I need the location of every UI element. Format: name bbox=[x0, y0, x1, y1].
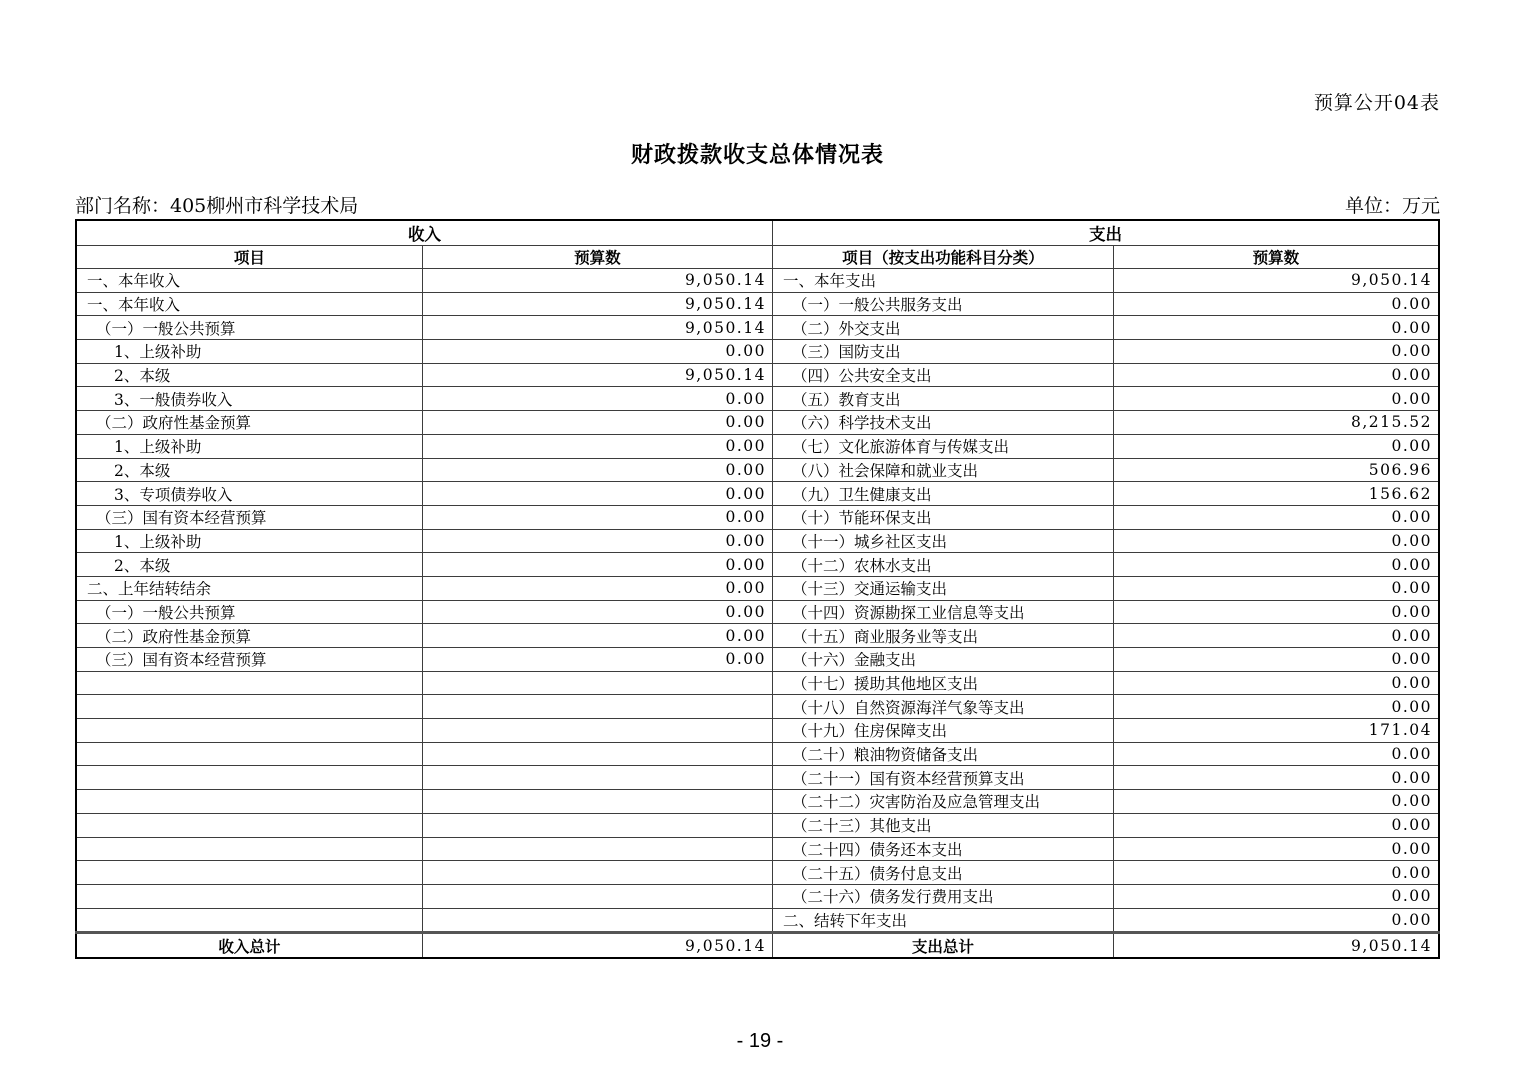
department-name: 部门名称：405柳州市科学技术局 bbox=[75, 195, 359, 217]
expense-item-cell: （十七）援助其他地区支出 bbox=[772, 671, 1113, 695]
expense-value-cell: 0.00 bbox=[1113, 387, 1439, 411]
expense-value-cell: 0.00 bbox=[1113, 624, 1439, 648]
expense-value-cell: 0.00 bbox=[1113, 884, 1439, 908]
income-item-cell: （二）政府性基金预算 bbox=[76, 411, 422, 435]
expense-item-cell: （十六）金融支出 bbox=[772, 648, 1113, 672]
income-value-cell: 9,050.14 bbox=[422, 269, 772, 293]
income-item-cell bbox=[76, 861, 422, 885]
expense-value-cell: 156.62 bbox=[1113, 482, 1439, 506]
income-value-cell: 0.00 bbox=[422, 529, 772, 553]
table-row bbox=[76, 908, 1439, 933]
income-value-cell bbox=[422, 908, 772, 933]
page-number: - 19 - bbox=[736, 1030, 784, 1052]
income-item-cell: 2、本级 bbox=[76, 363, 422, 387]
expense-item-cell: （五）教育支出 bbox=[772, 387, 1113, 411]
expense-item-column-header: 项目（按支出功能科目分类） bbox=[772, 246, 1113, 269]
expense-value-cell: 0.00 bbox=[1113, 505, 1439, 529]
expense-item-cell: （七）文化旅游体育与传媒支出 bbox=[772, 434, 1113, 458]
page-title: 财政拨款收支总体情况表 bbox=[630, 142, 884, 168]
expense-item-cell: （八）社会保障和就业支出 bbox=[772, 458, 1113, 482]
expense-item-cell: （十三）交通运输支出 bbox=[772, 576, 1113, 600]
income-item-cell bbox=[76, 790, 422, 814]
table-row bbox=[76, 600, 1439, 624]
income-total-value: 9,050.14 bbox=[422, 933, 772, 959]
expense-value-cell: 9,050.14 bbox=[1113, 269, 1439, 293]
income-value-cell: 0.00 bbox=[422, 411, 772, 435]
income-value-cell: 9,050.14 bbox=[422, 363, 772, 387]
expense-item-cell: （二十六）债务发行费用支出 bbox=[772, 884, 1113, 908]
expense-item-cell: （六）科学技术支出 bbox=[772, 411, 1113, 435]
income-item-cell bbox=[76, 766, 422, 790]
expense-total-label: 支出总计 bbox=[772, 933, 1113, 959]
income-value-cell: 9,050.14 bbox=[422, 292, 772, 316]
expense-item-cell: （十八）自然资源海洋气象等支出 bbox=[772, 695, 1113, 719]
expense-value-cell: 0.00 bbox=[1113, 908, 1439, 933]
table-row bbox=[76, 695, 1439, 719]
income-value-cell bbox=[422, 813, 772, 837]
income-item-cell bbox=[76, 671, 422, 695]
expense-item-cell: （二十）粮油物资储备支出 bbox=[772, 742, 1113, 766]
table-row bbox=[76, 576, 1439, 600]
income-value-cell bbox=[422, 671, 772, 695]
income-item-cell: 1、上级补助 bbox=[76, 529, 422, 553]
table-row bbox=[76, 269, 1439, 293]
form-code-label: 预算公开04表 bbox=[1313, 92, 1440, 114]
income-item-cell: 二、上年结转结余 bbox=[76, 576, 422, 600]
income-value-cell: 9,050.14 bbox=[422, 316, 772, 340]
income-section-header: 收入 bbox=[76, 220, 772, 246]
expense-value-cell: 0.00 bbox=[1113, 434, 1439, 458]
table-row bbox=[76, 742, 1439, 766]
expense-total-value: 9,050.14 bbox=[1113, 933, 1439, 959]
expense-value-cell: 0.00 bbox=[1113, 648, 1439, 672]
table-row bbox=[76, 837, 1439, 861]
unit-label: 单位：万元 bbox=[1344, 195, 1440, 217]
expense-item-cell: （二十五）债务付息支出 bbox=[772, 861, 1113, 885]
expense-value-cell: 0.00 bbox=[1113, 363, 1439, 387]
expense-item-cell: （二）外交支出 bbox=[772, 316, 1113, 340]
table-row bbox=[76, 529, 1439, 553]
income-value-cell: 0.00 bbox=[422, 576, 772, 600]
section-header-row bbox=[76, 220, 1439, 246]
income-item-cell bbox=[76, 742, 422, 766]
expense-item-cell: （四）公共安全支出 bbox=[772, 363, 1113, 387]
income-value-cell bbox=[422, 742, 772, 766]
income-value-cell bbox=[422, 695, 772, 719]
income-item-cell: （一）一般公共预算 bbox=[76, 600, 422, 624]
income-value-cell: 0.00 bbox=[422, 340, 772, 364]
income-item-cell bbox=[76, 695, 422, 719]
expense-item-cell: （三）国防支出 bbox=[772, 340, 1113, 364]
income-item-cell: （三）国有资本经营预算 bbox=[76, 505, 422, 529]
table-row bbox=[76, 671, 1439, 695]
budget-table bbox=[75, 219, 1440, 959]
income-value-cell bbox=[422, 766, 772, 790]
income-value-cell bbox=[422, 861, 772, 885]
table-row bbox=[76, 553, 1439, 577]
table-row bbox=[76, 316, 1439, 340]
income-item-cell: （一）一般公共预算 bbox=[76, 316, 422, 340]
expense-value-cell: 0.00 bbox=[1113, 529, 1439, 553]
table-row bbox=[76, 340, 1439, 364]
income-total-label: 收入总计 bbox=[76, 933, 422, 959]
expense-value-cell: 0.00 bbox=[1113, 766, 1439, 790]
income-item-cell bbox=[76, 837, 422, 861]
income-item-cell: 1、上级补助 bbox=[76, 434, 422, 458]
income-value-cell: 0.00 bbox=[422, 505, 772, 529]
expense-value-cell: 0.00 bbox=[1113, 671, 1439, 695]
income-value-cell: 0.00 bbox=[422, 387, 772, 411]
income-value-cell: 0.00 bbox=[422, 648, 772, 672]
expense-item-cell: （十一）城乡社区支出 bbox=[772, 529, 1113, 553]
table-row bbox=[76, 813, 1439, 837]
expense-item-cell: （十）节能环保支出 bbox=[772, 505, 1113, 529]
expense-value-cell: 0.00 bbox=[1113, 695, 1439, 719]
income-item-cell: 一、本年收入 bbox=[76, 269, 422, 293]
expense-value-cell: 0.00 bbox=[1113, 813, 1439, 837]
income-item-cell bbox=[76, 884, 422, 908]
expense-value-cell: 0.00 bbox=[1113, 790, 1439, 814]
expense-value-cell: 0.00 bbox=[1113, 292, 1439, 316]
expense-item-cell: （九）卫生健康支出 bbox=[772, 482, 1113, 506]
income-item-cell: 2、本级 bbox=[76, 553, 422, 577]
expense-section-header: 支出 bbox=[772, 220, 1439, 246]
table-row bbox=[76, 719, 1439, 743]
expense-value-cell: 0.00 bbox=[1113, 600, 1439, 624]
income-value-cell: 0.00 bbox=[422, 624, 772, 648]
table-row bbox=[76, 458, 1439, 482]
income-item-cell: （二）政府性基金预算 bbox=[76, 624, 422, 648]
table-row bbox=[76, 648, 1439, 672]
expense-item-cell: （二十三）其他支出 bbox=[772, 813, 1113, 837]
income-value-cell bbox=[422, 790, 772, 814]
expense-value-cell: 0.00 bbox=[1113, 837, 1439, 861]
expense-item-cell: （十二）农林水支出 bbox=[772, 553, 1113, 577]
total-row bbox=[76, 933, 1439, 959]
table-row bbox=[76, 790, 1439, 814]
income-item-cell: （三）国有资本经营预算 bbox=[76, 648, 422, 672]
expense-item-cell: （二十一）国有资本经营预算支出 bbox=[772, 766, 1113, 790]
table-row bbox=[76, 861, 1439, 885]
table-row bbox=[76, 624, 1439, 648]
meta-row bbox=[75, 191, 1440, 218]
table-row bbox=[76, 884, 1439, 908]
income-item-cell: 2、本级 bbox=[76, 458, 422, 482]
expense-value-cell: 0.00 bbox=[1113, 316, 1439, 340]
expense-value-cell: 0.00 bbox=[1113, 861, 1439, 885]
table-row bbox=[76, 505, 1439, 529]
column-header-row bbox=[76, 246, 1439, 269]
expense-value-cell: 0.00 bbox=[1113, 553, 1439, 577]
expense-value-cell: 0.00 bbox=[1113, 742, 1439, 766]
income-value-cell bbox=[422, 837, 772, 861]
income-item-cell: 1、上级补助 bbox=[76, 340, 422, 364]
expense-item-cell: （二十二）灾害防治及应急管理支出 bbox=[772, 790, 1113, 814]
expense-value-cell: 0.00 bbox=[1113, 576, 1439, 600]
expense-item-cell: （十四）资源勘探工业信息等支出 bbox=[772, 600, 1113, 624]
income-value-cell: 0.00 bbox=[422, 482, 772, 506]
table-row bbox=[76, 292, 1439, 316]
income-item-cell: 3、专项债券收入 bbox=[76, 482, 422, 506]
expense-value-cell: 506.96 bbox=[1113, 458, 1439, 482]
income-item-cell bbox=[76, 908, 422, 933]
income-value-cell bbox=[422, 884, 772, 908]
table-row bbox=[76, 482, 1439, 506]
income-value-cell: 0.00 bbox=[422, 458, 772, 482]
table-row bbox=[76, 434, 1439, 458]
expense-item-cell: （十五）商业服务业等支出 bbox=[772, 624, 1113, 648]
income-item-cell: 3、一般债券收入 bbox=[76, 387, 422, 411]
income-value-cell: 0.00 bbox=[422, 600, 772, 624]
table-row bbox=[76, 387, 1439, 411]
expense-value-cell: 0.00 bbox=[1113, 340, 1439, 364]
expense-item-cell: 二、结转下年支出 bbox=[772, 908, 1113, 933]
income-item-cell bbox=[76, 813, 422, 837]
income-value-cell: 0.00 bbox=[422, 553, 772, 577]
income-budget-column-header: 预算数 bbox=[422, 246, 772, 269]
table-row bbox=[76, 363, 1439, 387]
income-item-cell bbox=[76, 719, 422, 743]
income-item-cell: 一、本年收入 bbox=[76, 292, 422, 316]
expense-item-cell: 一、本年支出 bbox=[772, 269, 1113, 293]
income-item-column-header: 项目 bbox=[76, 246, 422, 269]
expense-item-cell: （二十四）债务还本支出 bbox=[772, 837, 1113, 861]
table-row bbox=[76, 766, 1439, 790]
income-value-cell bbox=[422, 719, 772, 743]
expense-item-cell: （一）一般公共服务支出 bbox=[772, 292, 1113, 316]
table-row bbox=[76, 411, 1439, 435]
income-value-cell: 0.00 bbox=[422, 434, 772, 458]
expense-item-cell: （十九）住房保障支出 bbox=[772, 719, 1113, 743]
expense-value-cell: 171.04 bbox=[1113, 719, 1439, 743]
expense-budget-column-header: 预算数 bbox=[1113, 246, 1439, 269]
expense-value-cell: 8,215.52 bbox=[1113, 411, 1439, 435]
